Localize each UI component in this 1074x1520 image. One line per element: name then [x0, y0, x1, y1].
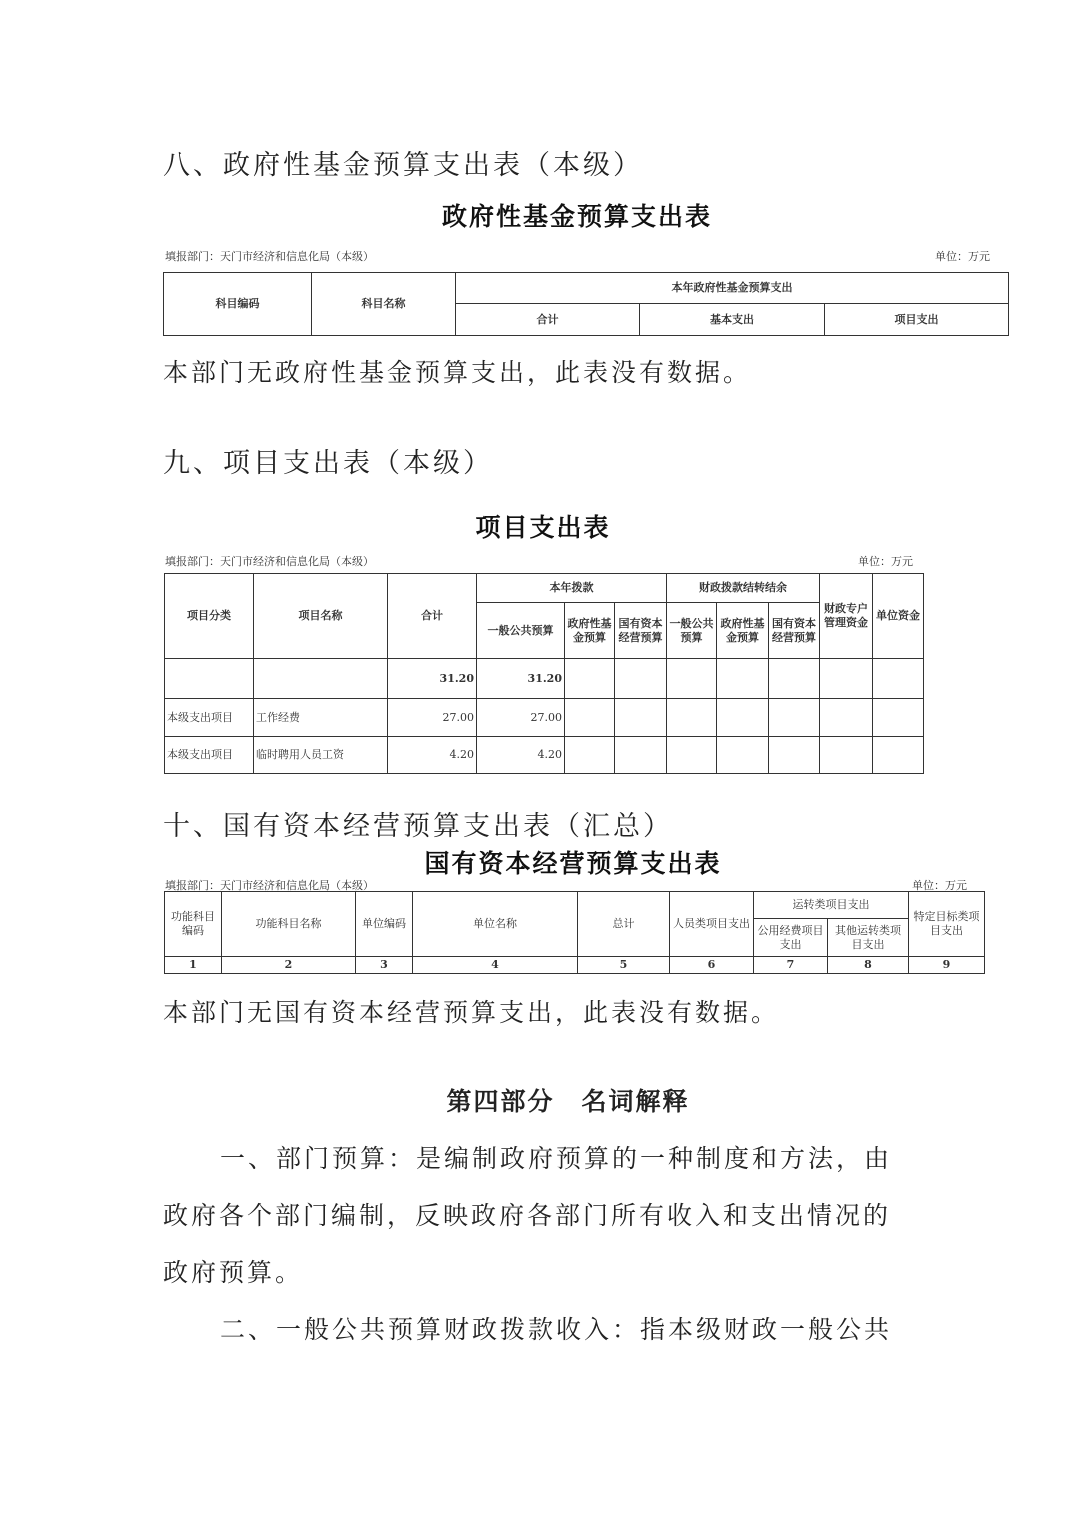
row-empty-cell: [873, 737, 924, 774]
header-total: 总计: [578, 892, 670, 957]
header-func-name: 功能科目名称: [222, 892, 356, 957]
part4-title: 第四部分 名词解释: [446, 1087, 690, 1116]
row-empty-cell: [873, 659, 924, 699]
header-basic: 基本支出: [640, 304, 825, 336]
part4-paragraph2-line1: 二、一般公共预算财政拨款收入：指本级财政一般公共: [220, 1315, 893, 1344]
row-name: 临时聘用人员工资: [254, 737, 388, 774]
row-empty-cell: [615, 699, 667, 737]
header-public-funds: 公用经费项目支出: [754, 919, 828, 957]
header-current-year: 本年拨款: [477, 574, 667, 603]
header-personnel: 人员类项目支出: [670, 892, 754, 957]
row-empty-cell: [820, 737, 873, 774]
header-carryover: 财政拨款结转结余: [667, 574, 820, 603]
row-empty-cell: [769, 659, 820, 699]
gov-fund-table: [163, 272, 1009, 336]
column-number: 7: [754, 957, 828, 974]
section9-unit: 单位：万元: [858, 555, 913, 568]
column-number: 3: [356, 957, 413, 974]
header-group: 本年政府性基金预算支出: [456, 273, 1009, 304]
part4-paragraph1-line3: 政府预算。: [163, 1258, 304, 1287]
row-empty-cell: [615, 737, 667, 774]
section10-unit: 单位：万元: [912, 879, 967, 892]
table-row: [165, 737, 924, 774]
row-empty-cell: [667, 737, 717, 774]
row-empty-cell: [565, 737, 615, 774]
row-category: 本级支出项目: [165, 737, 254, 774]
header-code: 科目编码: [164, 273, 312, 336]
row-empty-cell: [717, 699, 769, 737]
header-total: 合计: [456, 304, 640, 336]
header-other-operation: 其他运转类项目支出: [828, 919, 909, 957]
row-total: 4.20: [388, 737, 477, 774]
section8-unit: 单位：万元: [935, 250, 990, 263]
row-empty-cell: [820, 659, 873, 699]
column-number: 4: [413, 957, 578, 974]
row-general: 27.00: [477, 699, 565, 737]
header-name: 科目名称: [312, 273, 456, 336]
column-number: 5: [578, 957, 670, 974]
row-category: [165, 659, 254, 699]
header-gov-fund: 政府性基金预算: [565, 603, 615, 659]
section10-filler: 填报部门：天门市经济和信息化局（本级）: [165, 879, 374, 892]
section8-filler: 填报部门：天门市经济和信息化局（本级）: [165, 250, 374, 263]
row-total: 27.00: [388, 699, 477, 737]
header-unit-name: 单位名称: [413, 892, 578, 957]
part4-paragraph1-line1: 一、部门预算：是编制政府预算的一种制度和方法，由: [220, 1144, 893, 1173]
header-project: 项目支出: [825, 304, 1009, 336]
part4-paragraph1-line2: 政府各个部门编制，反映政府各部门所有收入和支出情况的: [163, 1201, 892, 1230]
row-category: 本级支出项目: [165, 699, 254, 737]
section9-heading: 九、项目支出表（本级）: [163, 448, 493, 479]
section8-table-title: 政府性基金预算支出表: [441, 202, 712, 231]
row-name: 工作经费: [254, 699, 388, 737]
header-total: 合计: [388, 574, 477, 659]
row-name: [254, 659, 388, 699]
row-empty-cell: [565, 659, 615, 699]
column-number: 6: [670, 957, 754, 974]
table-row: [165, 699, 924, 737]
row-empty-cell: [717, 659, 769, 699]
header-co-general-public: 一般公共预算: [667, 603, 717, 659]
header-unit-funds: 单位资金: [873, 574, 924, 659]
row-empty-cell: [717, 737, 769, 774]
section8-heading: 八、政府性基金预算支出表（本级）: [163, 150, 643, 181]
section8-note: 本部门无政府性基金预算支出，此表没有数据。: [163, 358, 752, 387]
header-func-code: 功能科目编码: [165, 892, 222, 957]
header-general-public: 一般公共预算: [477, 603, 565, 659]
header-unit-code: 单位编码: [356, 892, 413, 957]
section10-note: 本部门无国有资本经营预算支出，此表没有数据。: [163, 998, 780, 1027]
row-empty-cell: [873, 699, 924, 737]
column-number: 2: [222, 957, 356, 974]
row-empty-cell: [820, 699, 873, 737]
header-state-capital: 国有资本经营预算: [615, 603, 667, 659]
row-empty-cell: [667, 699, 717, 737]
project-expenditure-table: [164, 573, 924, 774]
row-general: 31.20: [477, 659, 565, 699]
section9-filler: 填报部门：天门市经济和信息化局（本级）: [165, 555, 374, 568]
header-specific: 特定目标类项目支出: [909, 892, 985, 957]
column-number: 8: [828, 957, 909, 974]
column-number-row: [165, 957, 985, 974]
row-empty-cell: [769, 737, 820, 774]
section10-heading: 十、国有资本经营预算支出表（汇总）: [163, 811, 673, 842]
row-empty-cell: [565, 699, 615, 737]
row-empty-cell: [769, 699, 820, 737]
header-category: 项目分类: [165, 574, 254, 659]
header-project-name: 项目名称: [254, 574, 388, 659]
column-number: 9: [909, 957, 985, 974]
row-empty-cell: [615, 659, 667, 699]
table-row: [165, 659, 924, 699]
row-empty-cell: [667, 659, 717, 699]
header-co-gov-fund: 政府性基金预算: [717, 603, 769, 659]
row-total: 31.20: [388, 659, 477, 699]
header-co-state-capital: 国有资本经营预算: [769, 603, 820, 659]
section9-table-title: 项目支出表: [475, 513, 611, 542]
column-number: 1: [165, 957, 222, 974]
state-capital-table: [164, 891, 985, 974]
header-special-account: 财政专户管理资金: [820, 574, 873, 659]
row-general: 4.20: [477, 737, 565, 774]
header-operation: 运转类项目支出: [754, 892, 909, 919]
section10-table-title: 国有资本经营预算支出表: [424, 849, 722, 878]
